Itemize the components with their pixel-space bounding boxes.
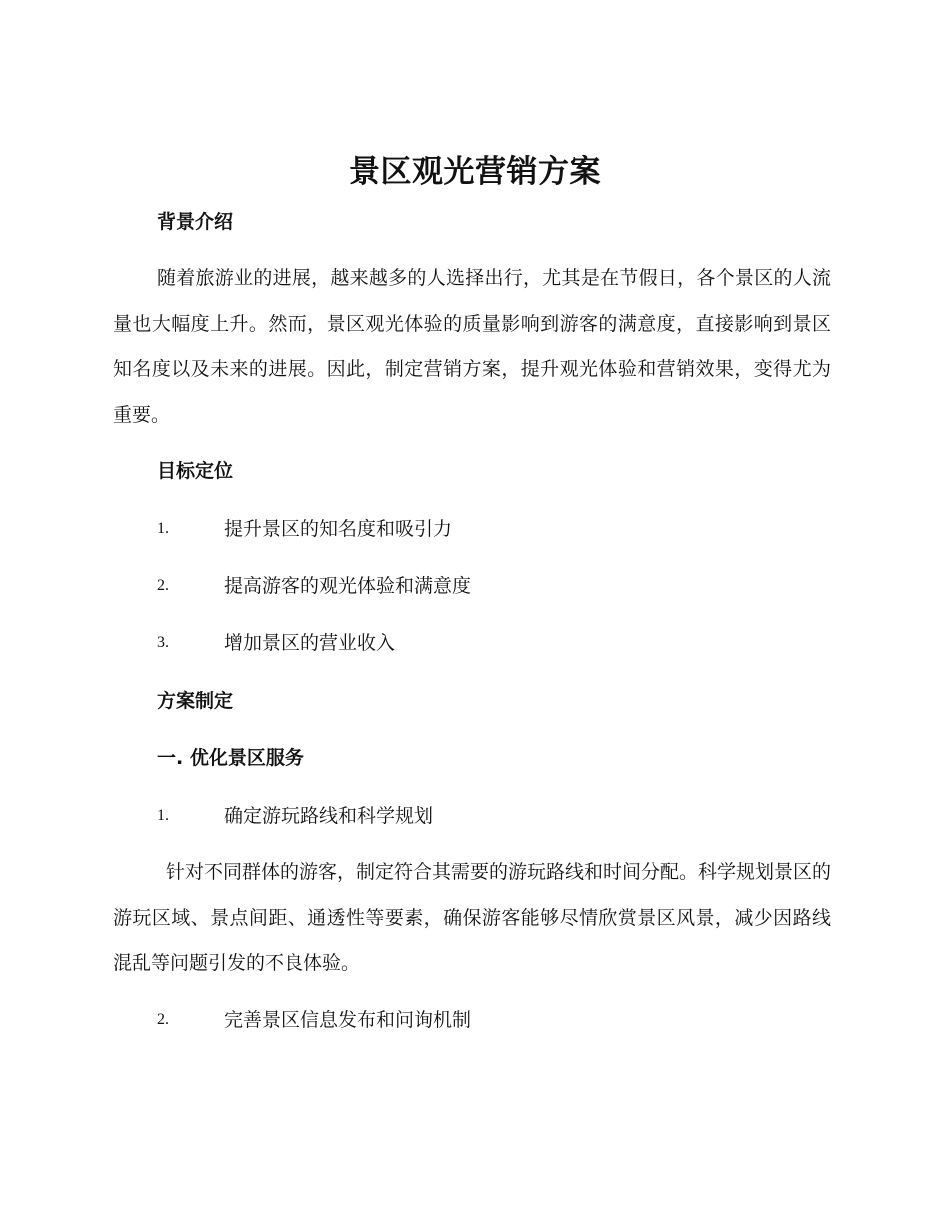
section-heading-plan: 方案制定 — [157, 690, 234, 712]
list-number: 2. — [157, 1011, 169, 1028]
subsection-heading: 一. 优化景区服务 — [157, 747, 304, 769]
section-heading-background: 背景介绍 — [157, 211, 234, 233]
background-paragraph — [113, 256, 831, 438]
list-item-text: 确定游玩路线和科学规划 — [224, 805, 434, 827]
list-item-text: 增加景区的营业收入 — [224, 632, 396, 654]
list-number: 1. — [157, 520, 169, 537]
list-number: 2. — [157, 577, 169, 594]
list-item-text: 完善景区信息发布和问询机制 — [224, 1009, 472, 1031]
plan-item-paragraph — [113, 850, 831, 987]
list-item-text: 提升景区的知名度和吸引力 — [224, 518, 453, 540]
section-heading-goals: 目标定位 — [157, 460, 234, 482]
plan-item-paragraph-text: 针对不同群体的游客，制定符合其需要的游玩路线和时间分配。科学规划景区的游玩区域、景点间距、通透性等要素，确保游客能够尽情欣赏景区风景，减少因路线混乱等问题引发的不良体验。 — [113, 861, 832, 974]
list-number: 1. — [157, 807, 169, 824]
list-number: 3. — [157, 634, 169, 651]
page-title: 景区观光营销方案 — [349, 154, 601, 190]
background-paragraph-text: 随着旅游业的进展，越来越多的人选择出行，尤其是在节假日，各个景区的人流量也大幅度上升。然而，景区观光体验的质量影响到游客的满意度，直接影响到景区知名度以及未来的进展。因此，制定营销方案，提升观光体验和营销效果，变得尤为重要。 — [113, 267, 831, 426]
list-item-text: 提高游客的观光体验和满意度 — [224, 575, 472, 597]
